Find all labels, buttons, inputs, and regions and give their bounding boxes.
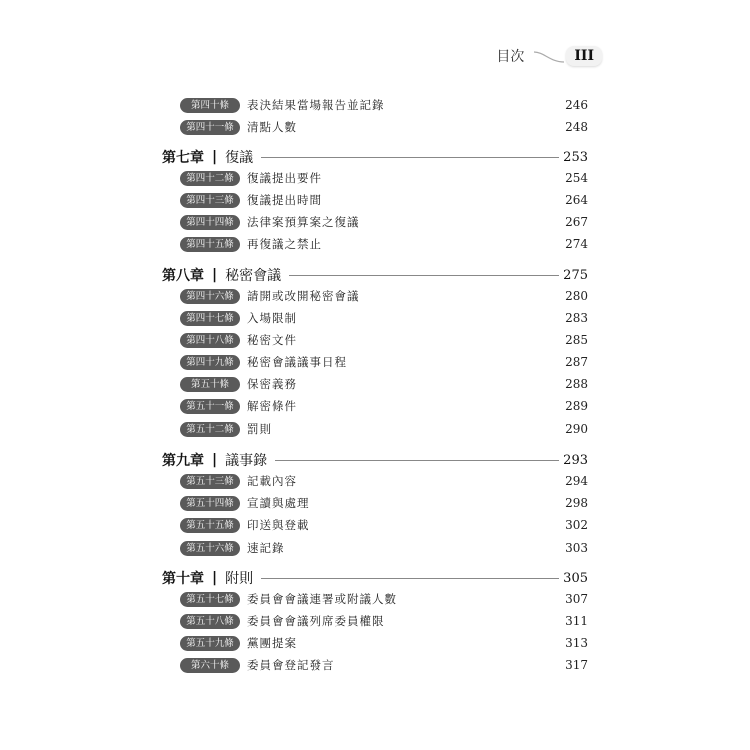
article-title: 法律案預算案之復議 [247,215,360,229]
article-number-badge: 第五十六條 [180,541,240,556]
page-number: 254 [565,171,588,185]
article-entry[interactable] [180,373,588,395]
page-number: 290 [565,422,588,436]
chapter-heading[interactable] [162,449,588,471]
article-entry[interactable] [180,418,588,440]
article-entry[interactable] [180,537,588,559]
page-number: 293 [563,452,588,468]
article-number-badge: 第五十九條 [180,636,240,651]
header-page-number: III [566,46,602,66]
chapter-separator: | [212,452,218,468]
page-number: 264 [565,193,588,207]
article-entry[interactable] [180,167,588,189]
article-title: 委員會會議連署或附議人數 [247,592,397,606]
article-entry[interactable] [180,610,588,632]
page-number: 305 [563,570,588,586]
page-number: 246 [565,98,588,112]
article-number-badge: 第五十一條 [180,399,240,414]
article-title: 表決結果當場報告並記錄 [247,98,385,112]
article-title: 秘密文件 [247,333,297,347]
chapter-separator: | [212,570,218,586]
leader-line [261,157,559,158]
leader-line [289,275,559,276]
article-entry[interactable] [180,233,588,255]
page-number: 313 [565,636,588,650]
article-title: 委員會會議列席委員權限 [247,614,385,628]
article-number-badge: 第五十條 [180,377,240,392]
article-entry[interactable] [180,395,588,417]
article-entry[interactable] [180,470,588,492]
article-title: 秘密會議議事日程 [247,355,347,369]
article-number-badge: 第四十三條 [180,193,240,208]
article-entry[interactable] [180,351,588,373]
article-title: 罰則 [247,422,272,436]
page-number: 317 [565,658,588,672]
article-title: 復議提出時間 [247,193,322,207]
article-title: 印送與登載 [247,518,310,532]
article-entry[interactable] [180,94,588,116]
chapter-title: 復議 [225,150,254,166]
article-entry[interactable] [180,116,588,138]
article-title: 委員會登記發言 [247,658,335,672]
article-title: 復議提出要件 [247,171,322,185]
page-number: 274 [565,237,588,251]
chapter-number: 第九章 [162,453,204,469]
article-number-badge: 第四十六條 [180,289,240,304]
page-number: 298 [565,496,588,510]
article-number-badge: 第四十一條 [180,120,240,135]
article-entry[interactable] [180,329,588,351]
chapter-number: 第七章 [162,150,204,166]
chapter-title: 附則 [225,571,254,587]
article-number-badge: 第五十八條 [180,614,240,629]
page-number: 285 [565,333,588,347]
chapter-number: 第八章 [162,268,204,284]
article-number-badge: 第五十四條 [180,496,240,511]
page-number: 253 [563,149,588,165]
article-entry[interactable] [180,189,588,211]
page-number: 311 [565,614,588,628]
page-number: 289 [565,399,588,413]
chapter-title: 議事錄 [225,453,268,469]
article-title: 清點人數 [247,120,297,134]
page-number: 283 [565,311,588,325]
article-title: 請開或改開秘密會議 [247,289,360,303]
article-title: 速記錄 [247,541,285,555]
leader-line [261,578,559,579]
article-entry[interactable] [180,211,588,233]
page-number: 248 [565,120,588,134]
leader-line [275,460,559,461]
page-number: 267 [565,215,588,229]
chapter-heading[interactable] [162,264,588,286]
chapter-heading[interactable] [162,146,588,168]
article-entry[interactable] [180,654,588,676]
chapter-number: 第十章 [162,571,204,587]
article-title: 解密條件 [247,399,297,413]
header-title: 目次 [496,49,525,65]
chapter-separator: | [212,149,218,165]
article-number-badge: 第四十條 [180,98,240,113]
article-number-badge: 第五十五條 [180,518,240,533]
chapter-separator: | [212,267,218,283]
chapter-title: 秘密會議 [225,268,282,284]
article-entry[interactable] [180,285,588,307]
article-number-badge: 第四十七條 [180,311,240,326]
page-number: 307 [565,592,588,606]
page-number: 275 [563,267,588,283]
article-entry[interactable] [180,514,588,536]
article-number-badge: 第四十八條 [180,333,240,348]
article-number-badge: 第四十四條 [180,215,240,230]
article-number-badge: 第四十九條 [180,355,240,370]
article-title: 記載內容 [247,474,297,488]
article-title: 保密義務 [247,377,297,391]
article-title: 再復議之禁止 [247,237,322,251]
article-title: 宣讀與處理 [247,496,310,510]
article-title: 黨團提案 [247,636,297,650]
page-number: 294 [565,474,588,488]
article-number-badge: 第四十二條 [180,171,240,186]
article-entry[interactable] [180,632,588,654]
article-number-badge: 第四十五條 [180,237,240,252]
page-number: 288 [565,377,588,391]
article-title: 入場限制 [247,311,297,325]
article-entry[interactable] [180,492,588,514]
article-entry[interactable] [180,588,588,610]
chapter-heading[interactable] [162,567,588,589]
article-number-badge: 第六十條 [180,658,240,673]
page-number: 280 [565,289,588,303]
article-number-badge: 第五十二條 [180,422,240,437]
page-number: 303 [565,541,588,555]
article-entry[interactable] [180,307,588,329]
article-number-badge: 第五十三條 [180,474,240,489]
article-number-badge: 第五十七條 [180,592,240,607]
page-number: 302 [565,518,588,532]
page-number: 287 [565,355,588,369]
